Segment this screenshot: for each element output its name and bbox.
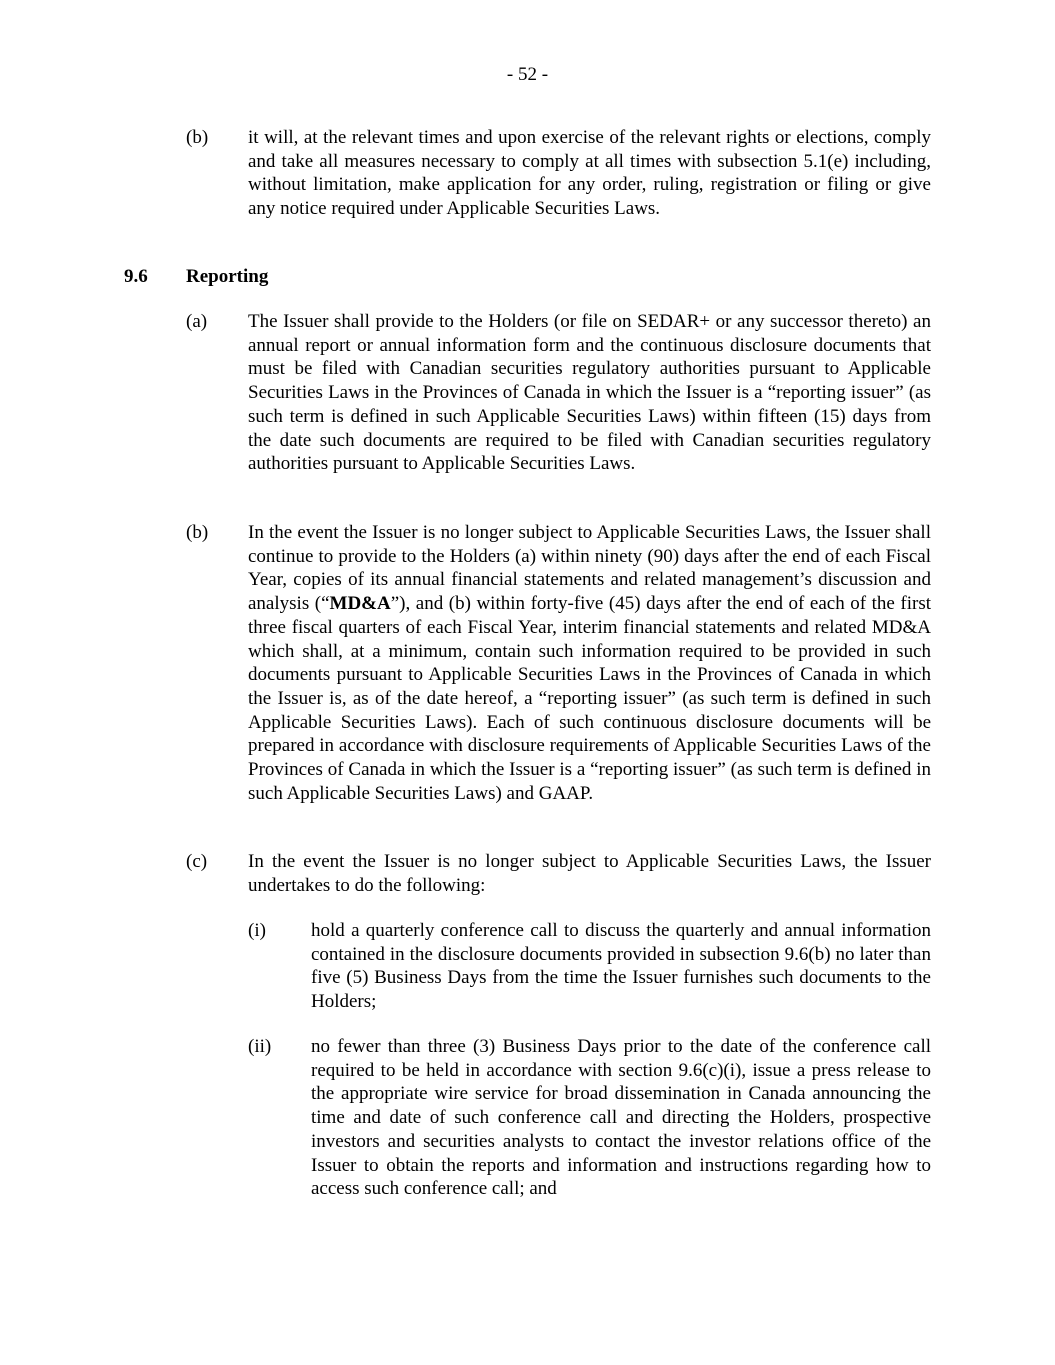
paragraph-text: In the event the Issuer is no longer subject to Applicable Securities Laws, the Issuer undertakes to do the following: (248, 851, 931, 896)
paragraph-label: (c) (186, 851, 208, 872)
subparagraph-label: (ii) (248, 1036, 272, 1057)
subparagraph-text: hold a quarterly conference call to discuss the quarterly and annual information contained in the disclosure documents provided in subsection 9.6(b) no later than five (5) Business Days from the time the Issuer furnishes such documents to the Holders; (311, 920, 931, 1013)
page-number: - 52 - (506, 64, 549, 85)
paragraph-label: (b) (186, 127, 209, 148)
section-number: 9.6 (124, 266, 148, 287)
paragraph-text-before: In the event the Issuer is no longer subject to Applicable Securities Laws, the Issuer shall continue to provide to the Holders (a) within ninety (90) days after the end of each Fiscal Year, copies of its annual financial statements and related management’s discussion and analysis (“ (248, 522, 931, 615)
paragraph-text-after: ”), and (b) within forty-five (45) days after the end of each of the first three fiscal quarters of each Fiscal Year, interim financial statements and related MD&A which shall, at a minimum, contain such information required to be provided in such documents pursuant to Applicable Securities Laws in the Provinces of Canada in which the Issuer is, as of the date hereof, a “reporting issuer” (as such term is defined in such Applicable Securities Laws). Each of such continuous disclosure documents will be prepared in accordance with disclosure requirements of Applicable Securities Laws of the Provinces of Canada in which the Issuer is a “reporting issuer” (as such term is defined in such Applicable Securities Laws) and GAAP. (248, 593, 931, 804)
paragraph-text: it will, at the relevant times and upon exercise of the relevant rights or elections, comply and take all measures necessary to comply at all times with subsection 5.1(e) including, without limitation, make application for any order, ruling, registration or filing or give any notice required under Applicable Securities Laws. (248, 127, 931, 220)
paragraph-label: (a) (186, 311, 208, 332)
paragraph-label: (b) (186, 522, 209, 543)
defined-term: MD&A (329, 593, 391, 615)
paragraph-text: The Issuer shall provide to the Holders (or file on SEDAR+ or any successor thereto) an annual report or annual information form and the continuous disclosure documents that must be filed with Canadian securities regulatory authorities pursuant to Applicable Securities Laws in the Provinces of Canada in which the Issuer is a “reporting issuer” (as such term is defined in such Applicable Securities Laws) within fifteen (15) days from the date such documents are required to be filed with Canadian securities regulatory authorities pursuant to Applicable Securities Laws. (248, 311, 931, 475)
section-title: Reporting (186, 266, 269, 287)
subparagraph-text: no fewer than three (3) Business Days prior to the date of the conference call required to be held in accordance with section 9.6(c)(i), issue a press release to the appropriate wire service for broad dissemination in Canada announcing the time and date of such conference call and directing the Holders, prospective investors and securities analysts to contact the investor relations office of the Issuer to obtain the reports and information and instructions regarding how to access such conference call; and (311, 1036, 931, 1200)
subparagraph-label: (i) (248, 920, 266, 941)
paragraph-text (248, 521, 931, 805)
